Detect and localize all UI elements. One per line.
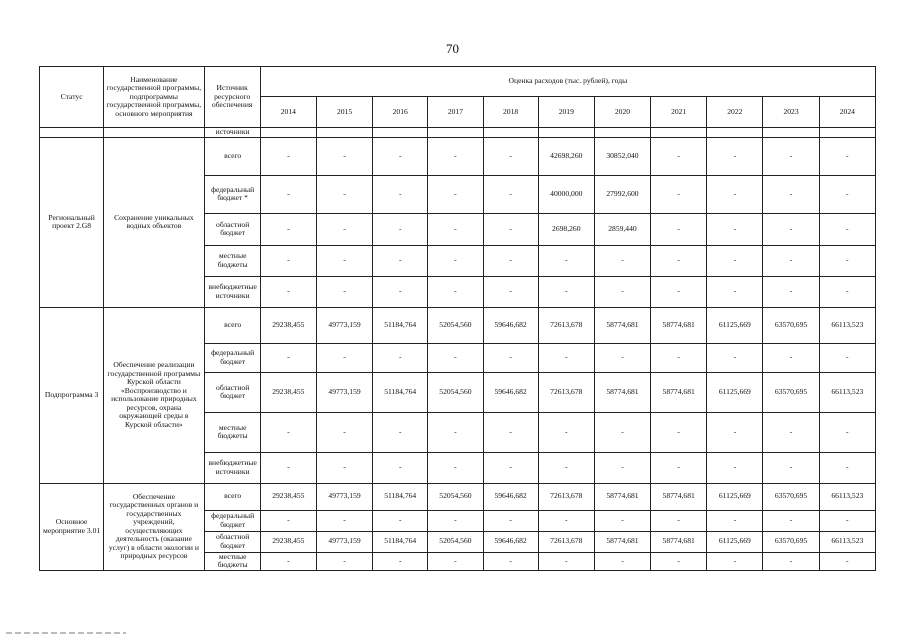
value-cell: - [819, 137, 875, 175]
value-cell: - [763, 412, 819, 452]
value-cell: - [483, 412, 538, 452]
value-cell: 40000,000 [538, 175, 594, 213]
table-row [40, 307, 876, 343]
value-cell: - [428, 552, 483, 570]
value-cell: - [260, 552, 316, 570]
value-cell: - [819, 452, 875, 483]
value-cell: - [483, 343, 538, 372]
header-name: Наименование государственной программы, подпрограммы государственной программы, основного мероприятия [104, 67, 204, 128]
value-cell: 58774,681 [594, 372, 650, 412]
funding-source: внебюджетные источники [204, 276, 260, 307]
value-cell: - [538, 452, 594, 483]
value-cell: - [594, 412, 650, 452]
value-cell: - [707, 510, 763, 531]
funding-source: всего [204, 307, 260, 343]
value-cell: 42698,260 [538, 137, 594, 175]
value-cell: 51184,764 [373, 307, 428, 343]
value-cell: - [707, 137, 763, 175]
section-name: Сохранение уникальных водных объектов [104, 137, 204, 307]
value-cell: - [651, 510, 707, 531]
value-cell: 51184,764 [373, 531, 428, 552]
value-cell: - [707, 452, 763, 483]
header-year: 2018 [483, 97, 538, 128]
value-cell: 59646,682 [483, 372, 538, 412]
value-cell: - [594, 245, 650, 276]
header-year: 2017 [428, 97, 483, 128]
value-cell: - [763, 175, 819, 213]
value-cell: 27992,600 [594, 175, 650, 213]
value-cell: - [316, 175, 372, 213]
value-cell: - [373, 245, 428, 276]
value-cell: - [316, 213, 372, 245]
value-cell: - [428, 452, 483, 483]
funding-source: областной бюджет [204, 372, 260, 412]
value-cell: - [763, 452, 819, 483]
funding-source: федеральный бюджет [204, 343, 260, 372]
value-cell: - [260, 343, 316, 372]
header-status: Статус [40, 67, 104, 128]
value-cell: - [763, 343, 819, 372]
value-cell: - [707, 343, 763, 372]
value-cell: 72613,678 [538, 307, 594, 343]
value-cell: 66113,523 [819, 307, 875, 343]
value-cell: 49773,159 [316, 372, 372, 412]
value-cell: - [707, 175, 763, 213]
value-cell: - [260, 276, 316, 307]
header-source: Источник ресурсного обеспечения [204, 67, 260, 128]
header-year: 2019 [538, 97, 594, 128]
value-cell: - [651, 452, 707, 483]
value-cell: - [538, 276, 594, 307]
value-cell: 29238,455 [260, 531, 316, 552]
value-cell: 61125,669 [707, 372, 763, 412]
value-cell: 59646,682 [483, 307, 538, 343]
value-cell: - [594, 276, 650, 307]
value-cell: 63570,695 [763, 372, 819, 412]
value-cell: - [428, 412, 483, 452]
value-cell: - [373, 175, 428, 213]
value-cell: - [651, 343, 707, 372]
funding-source: федеральный бюджет [204, 510, 260, 531]
value-cell: - [763, 276, 819, 307]
value-cell: - [594, 510, 650, 531]
value-cell: 2859,440 [594, 213, 650, 245]
value-cell: - [428, 343, 483, 372]
section-status: Региональный проект 2.G8 [40, 137, 104, 307]
value-cell: - [316, 276, 372, 307]
value-cell: - [483, 137, 538, 175]
value-cell: - [763, 552, 819, 570]
value-cell: - [707, 552, 763, 570]
value-cell: - [763, 245, 819, 276]
value-cell: 29238,455 [260, 307, 316, 343]
value-cell: 58774,681 [594, 307, 650, 343]
value-cell: - [538, 412, 594, 452]
header-estimate: Оценка расходов (тыс. рублей), годы [260, 67, 875, 97]
value-cell: 51184,764 [373, 483, 428, 510]
value-cell: - [428, 213, 483, 245]
funding-source: всего [204, 483, 260, 510]
value-cell: - [594, 552, 650, 570]
value-cell: - [428, 276, 483, 307]
value-cell: 72613,678 [538, 483, 594, 510]
page-number: 70 [446, 41, 459, 56]
value-cell: - [260, 245, 316, 276]
funding-source: местные бюджеты [204, 412, 260, 452]
value-cell: - [373, 552, 428, 570]
value-cell: 63570,695 [763, 307, 819, 343]
value-cell: - [316, 245, 372, 276]
value-cell: 58774,681 [651, 531, 707, 552]
table-row [40, 483, 876, 510]
value-cell: - [428, 245, 483, 276]
value-cell: - [316, 137, 372, 175]
value-cell: 63570,695 [763, 483, 819, 510]
fragment-source: источники [204, 128, 260, 138]
scan-artifact [6, 632, 126, 634]
value-cell: - [260, 175, 316, 213]
funding-source: местные бюджеты [204, 245, 260, 276]
funding-source: областной бюджет [204, 213, 260, 245]
value-cell: - [651, 137, 707, 175]
funding-source: областной бюджет [204, 531, 260, 552]
header-year: 2022 [707, 97, 763, 128]
value-cell: - [651, 412, 707, 452]
value-cell: - [819, 245, 875, 276]
header-year: 2020 [594, 97, 650, 128]
value-cell: - [651, 245, 707, 276]
value-cell: - [260, 137, 316, 175]
value-cell: 61125,669 [707, 531, 763, 552]
value-cell: - [651, 213, 707, 245]
value-cell: 66113,523 [819, 372, 875, 412]
value-cell: 63570,695 [763, 531, 819, 552]
header-year: 2024 [819, 97, 875, 128]
value-cell: - [538, 552, 594, 570]
value-cell: - [260, 213, 316, 245]
value-cell: - [763, 510, 819, 531]
value-cell: - [483, 175, 538, 213]
budget-table [39, 66, 876, 571]
value-cell: 29238,455 [260, 372, 316, 412]
funding-source: всего [204, 137, 260, 175]
value-cell: 49773,159 [316, 531, 372, 552]
value-cell: 49773,159 [316, 483, 372, 510]
value-cell: - [483, 552, 538, 570]
value-cell: 2698,260 [538, 213, 594, 245]
value-cell: 49773,159 [316, 307, 372, 343]
funding-source: местные бюджеты [204, 552, 260, 570]
value-cell: - [594, 343, 650, 372]
value-cell: 66113,523 [819, 531, 875, 552]
value-cell: - [373, 137, 428, 175]
value-cell: - [483, 510, 538, 531]
value-cell: 59646,682 [483, 531, 538, 552]
value-cell: 58774,681 [594, 531, 650, 552]
value-cell: - [428, 175, 483, 213]
funding-source: внебюджетные источники [204, 452, 260, 483]
fragment-status-cell [40, 128, 104, 138]
funding-source: федеральный бюджет * [204, 175, 260, 213]
fragment-name-cell [104, 128, 204, 138]
value-cell: 72613,678 [538, 531, 594, 552]
table-row [40, 137, 876, 175]
value-cell: - [316, 412, 372, 452]
value-cell: 52054,560 [428, 531, 483, 552]
value-cell: - [819, 175, 875, 213]
value-cell: - [260, 412, 316, 452]
value-cell: 52054,560 [428, 372, 483, 412]
header-year: 2016 [373, 97, 428, 128]
value-cell: - [707, 412, 763, 452]
value-cell: - [651, 175, 707, 213]
value-cell: - [707, 213, 763, 245]
value-cell: 51184,764 [373, 372, 428, 412]
header-year: 2023 [763, 97, 819, 128]
value-cell: - [651, 552, 707, 570]
value-cell: - [373, 276, 428, 307]
header-year: 2015 [316, 97, 372, 128]
value-cell: - [763, 137, 819, 175]
value-cell: 30852,040 [594, 137, 650, 175]
value-cell: - [819, 552, 875, 570]
value-cell: - [538, 510, 594, 531]
value-cell: - [483, 245, 538, 276]
fragment-row [40, 128, 876, 138]
value-cell: - [763, 213, 819, 245]
value-cell: - [538, 343, 594, 372]
section-name: Обеспечение реализации государственной программы Курской области «Воспроизводство и использование природных ресурсов, охрана окружающей среды в Курской области» [104, 307, 204, 483]
value-cell: - [707, 276, 763, 307]
value-cell: - [428, 510, 483, 531]
value-cell: - [373, 213, 428, 245]
value-cell: - [594, 452, 650, 483]
value-cell: - [316, 343, 372, 372]
value-cell: - [819, 343, 875, 372]
value-cell: 58774,681 [651, 483, 707, 510]
value-cell: - [373, 452, 428, 483]
header-row-1 [40, 67, 876, 97]
value-cell: - [707, 245, 763, 276]
value-cell: - [260, 510, 316, 531]
value-cell: - [483, 276, 538, 307]
value-cell: 72613,678 [538, 372, 594, 412]
header-year: 2014 [260, 97, 316, 128]
value-cell: - [483, 213, 538, 245]
section-name: Обеспечение государственных органов и государственных учреждений, осуществляющих деятельность (оказание услуг) в области экологии и природных ресурсов [104, 483, 204, 570]
value-cell: - [819, 510, 875, 531]
value-cell: - [316, 552, 372, 570]
value-cell: - [819, 412, 875, 452]
value-cell: 52054,560 [428, 483, 483, 510]
value-cell: 58774,681 [594, 483, 650, 510]
section-status: Основное мероприятие 3.01 [40, 483, 104, 570]
value-cell: - [428, 137, 483, 175]
value-cell: - [260, 452, 316, 483]
value-cell: - [373, 412, 428, 452]
value-cell: 66113,523 [819, 483, 875, 510]
header-year: 2021 [651, 97, 707, 128]
value-cell: 59646,682 [483, 483, 538, 510]
section-status: Подпрограмма 3 [40, 307, 104, 483]
value-cell: - [483, 452, 538, 483]
value-cell: - [819, 213, 875, 245]
value-cell: - [819, 276, 875, 307]
value-cell: 58774,681 [651, 307, 707, 343]
value-cell: - [316, 452, 372, 483]
value-cell: - [538, 245, 594, 276]
value-cell: - [651, 276, 707, 307]
value-cell: 61125,669 [707, 483, 763, 510]
value-cell: 58774,681 [651, 372, 707, 412]
value-cell: - [373, 343, 428, 372]
value-cell: - [316, 510, 372, 531]
value-cell: 61125,669 [707, 307, 763, 343]
value-cell: - [373, 510, 428, 531]
value-cell: 29238,455 [260, 483, 316, 510]
value-cell: 52054,560 [428, 307, 483, 343]
